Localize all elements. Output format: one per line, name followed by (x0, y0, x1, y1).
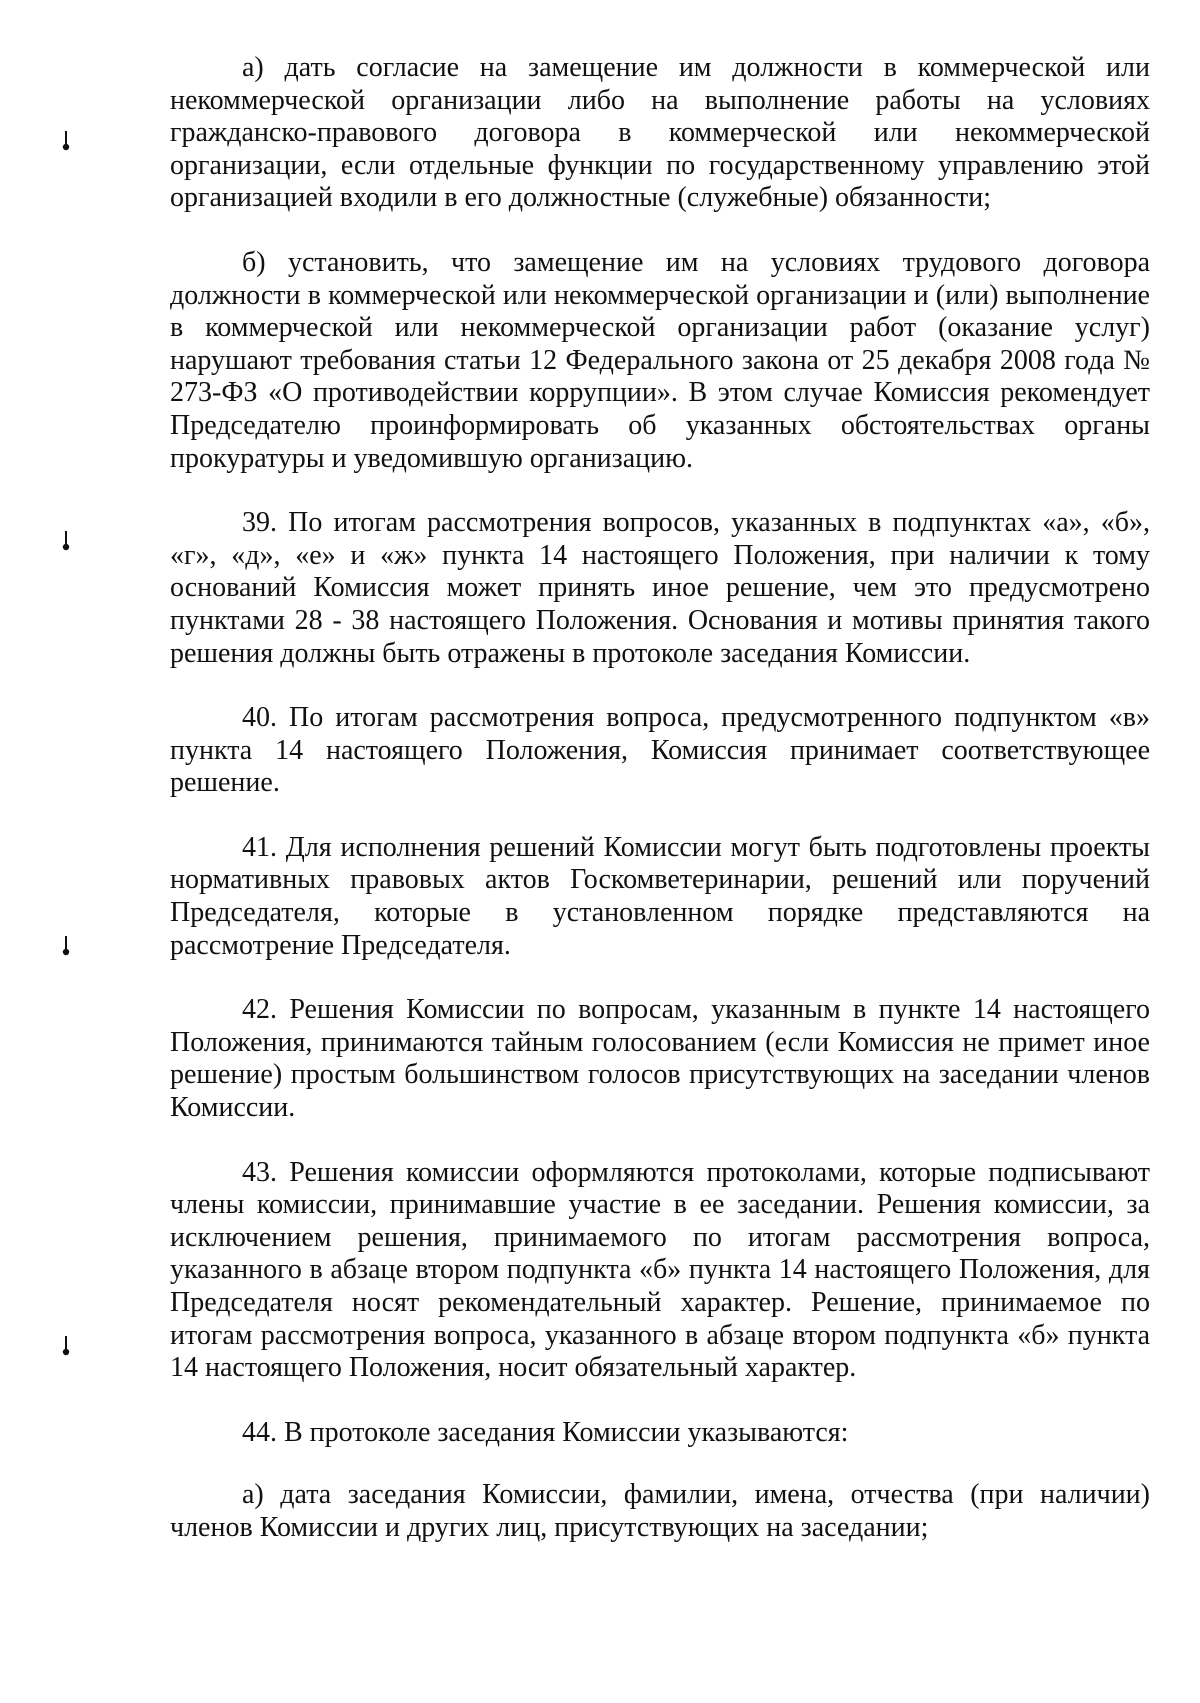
binder-mark-icon (60, 130, 72, 152)
paragraph-41: 41. Для исполнения решений Комиссии могут быть подготовлены проекты нормативных правовых актов Госкомветеринарии, решений или поручений Председателя, которые в установленном порядке представляются на рассмотрение Председателя. (170, 831, 1150, 961)
binder-mark-icon (60, 1335, 72, 1357)
binder-mark-icon (60, 935, 72, 957)
paragraph-42: 42. Решения Комиссии по вопросам, указанным в пункте 14 настоящего Положения, принимаются тайным голосованием (если Комиссия не примет иное решение) простым большинством голосов присутствующих на заседании членов Комиссии. (170, 994, 1150, 1124)
paragraph-43: 43. Решения комиссии оформляются протоколами, которые подписывают члены комиссии, принимавшие участие в ее заседании. Решения комиссии, за исключением решения, принимаемого по итогам рассмотрения вопроса, указанного в абзаце втором подпункта «б» пункта 14 настоящего Положения, для Председателя носят рекомендательный характер. Решение, принимаемое по итогам рассмотрения вопроса, указанного в абзаце втором подпункта «б» пункта 14 настоящего Положения, носит обязательный характер. (170, 1156, 1150, 1384)
paragraph-44-a: а) дата заседания Комиссии, фамилии, имена, отчества (при наличии) членов Комиссии и других лиц, присутствующих на заседании; (170, 1479, 1150, 1543)
document-body (170, 52, 1150, 1577)
paragraph-39: 39. По итогам рассмотрения вопросов, указанных в подпунктах «а», «б», «г», «д», «е» и «ж» пункта 14 настоящего Положения, при наличии к тому оснований Комиссия может принять иное решение, чем это предусмотрено пунктами 28 - 38 настоящего Положения. Основания и мотивы принятия такого решения должны быть отражены в протоколе заседания Комиссии. (170, 507, 1150, 669)
paragraph-b-violation: б) установить, что замещение им на условиях трудового договора должности в коммерческой или некоммерческой организации и (или) выполнение в коммерческой или некоммерческой организации работ (оказание услуг) нарушают требования статьи 12 Федерального закона от 25 декабря 2008 года № 273-ФЗ «О противодействии коррупции». В этом случае Комиссия рекомендует Председателю проинформировать об указанных обстоятельствах органы прокуратуры и уведомившую организацию. (170, 246, 1150, 474)
paragraph-40: 40. По итогам рассмотрения вопроса, предусмотренного подпунктом «в» пункта 14 настоящего Положения, Комиссия принимает соответствующее решение. (170, 702, 1150, 799)
paragraph-a-consent: а) дать согласие на замещение им должности в коммерческой или некоммерческой организации либо на выполнение работы на условиях гражданско-правового договора в коммерческой или некоммерческой организации, если отдельные функции по государственному управлению этой организацией входили в его должностные (служебные) обязанности; (170, 52, 1150, 214)
paragraph-44: 44. В протоколе заседания Комиссии указываются: (242, 1416, 849, 1448)
binder-mark-icon (60, 530, 72, 552)
